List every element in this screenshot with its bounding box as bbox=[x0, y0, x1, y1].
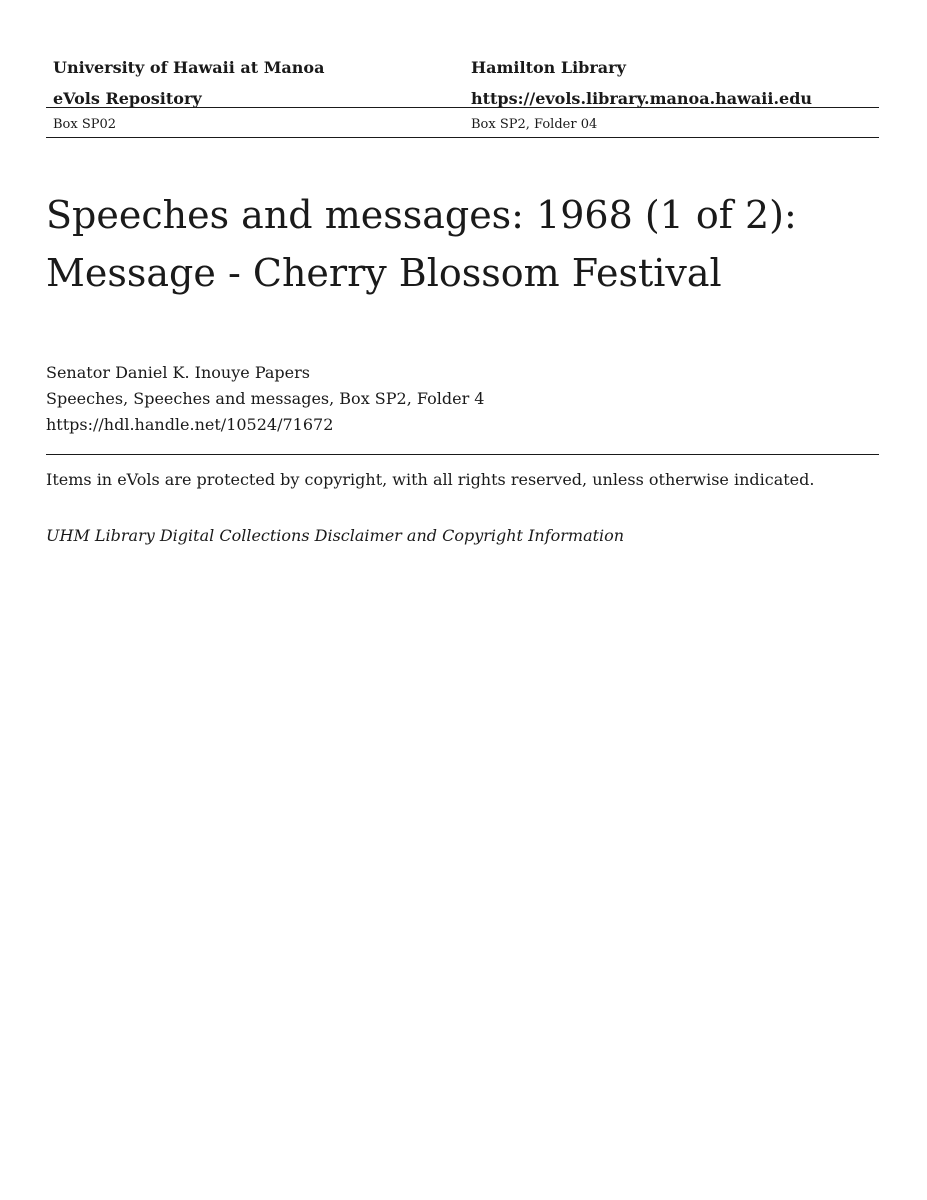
repository-name: eVols Repository bbox=[53, 89, 202, 108]
title-line-2: Message - Cherry Blossom Festival bbox=[46, 251, 722, 295]
repository-url-link[interactable]: https://evols.library.manoa.hawaii.edu bbox=[471, 89, 813, 108]
box-folder-row bbox=[46, 113, 879, 137]
document-title bbox=[46, 186, 879, 302]
handle-link[interactable]: https://hdl.handle.net/10524/71672 bbox=[46, 415, 334, 434]
title-line-1: Speeches and messages: 1968 (1 of 2): bbox=[46, 193, 797, 237]
institution-name: University of Hawaii at Manoa bbox=[53, 58, 325, 77]
rights-statement: Items in eVols are protected by copyright, with all rights reserved, unless otherwise indicated. bbox=[46, 470, 815, 489]
repository-header bbox=[46, 52, 879, 114]
box-divider bbox=[46, 137, 879, 138]
library-name: Hamilton Library bbox=[471, 58, 626, 77]
series-path: Speeches, Speeches and messages, Box SP2, Folder 4 bbox=[46, 389, 485, 408]
citation-divider bbox=[46, 454, 879, 455]
collection-name: Senator Daniel K. Inouye Papers bbox=[46, 363, 310, 382]
disclaimer-link[interactable]: UHM Library Digital Collections Disclaimer and Copyright Information bbox=[46, 526, 625, 545]
header-row-2 bbox=[46, 83, 879, 114]
box-label: Box SP02 bbox=[53, 117, 117, 132]
header-divider bbox=[46, 107, 879, 108]
header-row-1 bbox=[46, 52, 879, 83]
citation-block bbox=[46, 360, 879, 438]
folder-label: Box SP2, Folder 04 bbox=[471, 117, 598, 132]
